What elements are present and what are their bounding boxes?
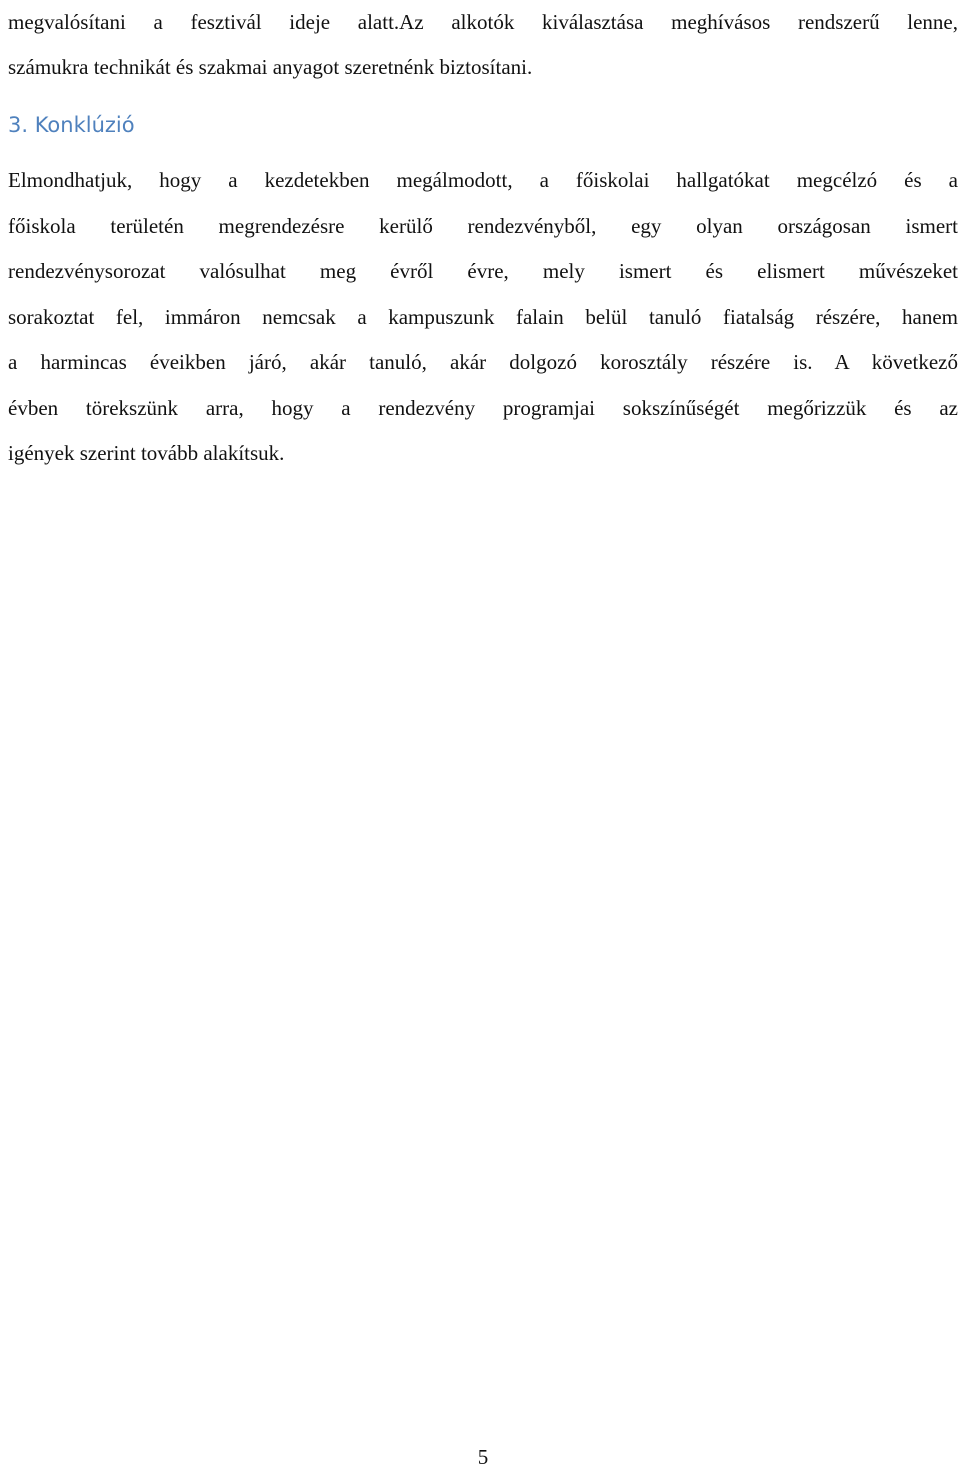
paragraph-line: évben törekszünk arra, hogy a rendezvény programjai sokszínűségét megőrizzük és az xyxy=(8,395,958,420)
paragraph-line: igények szerint tovább alakítsuk. xyxy=(8,441,285,465)
section-heading: 3. Konklúzió xyxy=(8,113,135,137)
paragraph-line: rendezvénysorozat valósulhat meg évről évre, mely ismert és elismert művészeket xyxy=(8,259,958,283)
conclusion-paragraph xyxy=(8,158,958,477)
paragraph-line: főiskola területén megrendezésre kerülő rendezvényből, egy olyan országosan ismert xyxy=(8,213,958,238)
continuation-paragraph xyxy=(8,0,958,90)
paragraph-line: megvalósítani a fesztivál ideje alatt.Az alkotók kiválasztása meghívásos rendszerű lenne, xyxy=(8,10,958,34)
page-number: 5 xyxy=(477,1445,489,1469)
paragraph-line: sorakoztat fel, immáron nemcsak a kampuszunk falain belül tanuló fiatalság részére, hanem xyxy=(8,304,958,329)
paragraph-line: Elmondhatjuk, hogy a kezdetekben megálmodott, a főiskolai hallgatókat megcélzó és a xyxy=(8,168,958,192)
paragraph-line: számukra technikát és szakmai anyagot szeretnénk biztosítani. xyxy=(8,55,533,79)
paragraph-line: a harmincas éveikben járó, akár tanuló, akár dolgozó korosztály részére is. A következő xyxy=(8,350,958,374)
